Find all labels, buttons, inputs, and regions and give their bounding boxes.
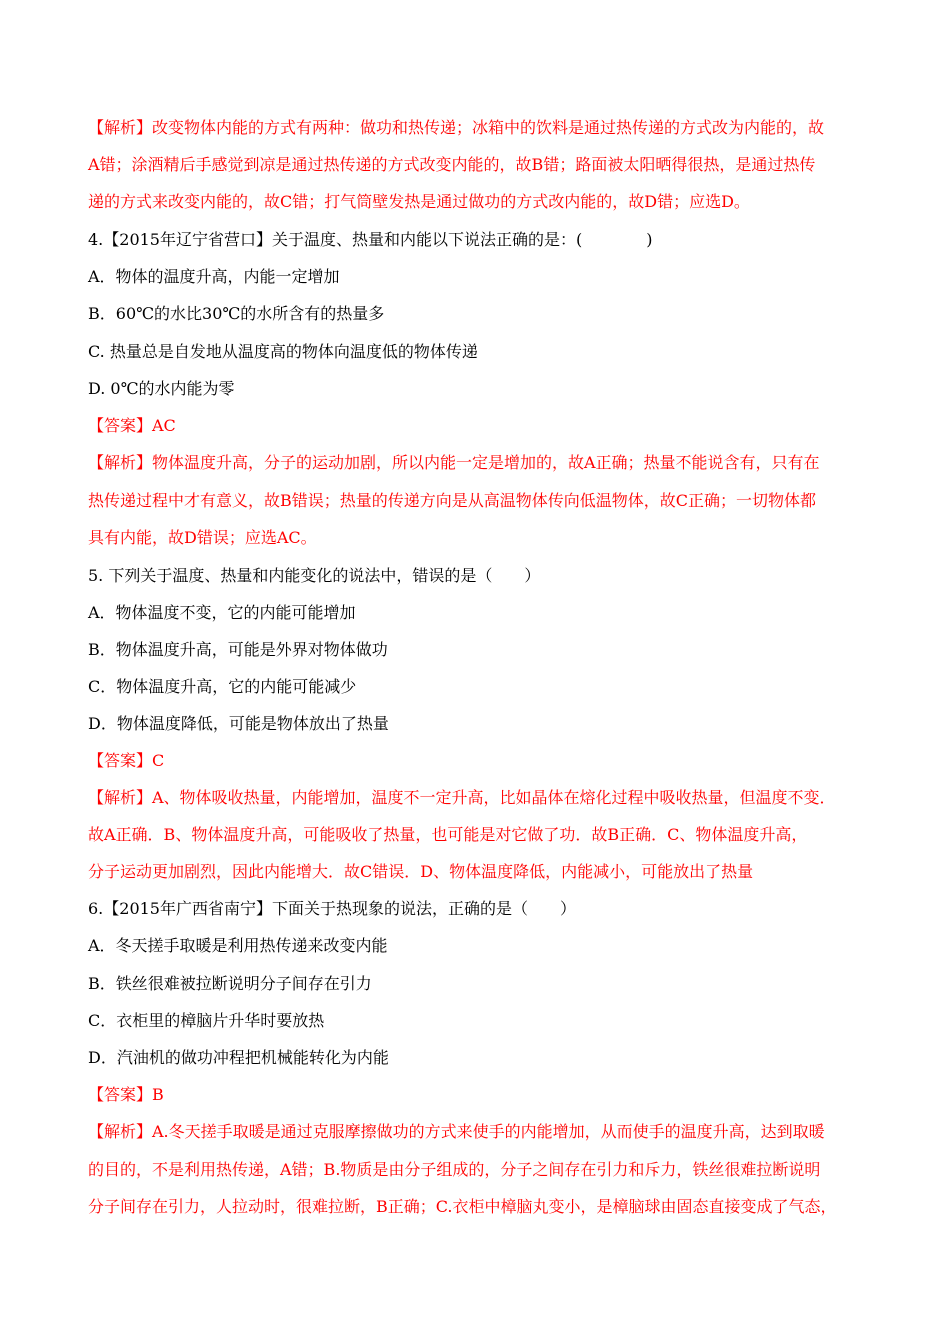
question-5-option-d: D．物体温度降低，可能是物体放出了热量	[88, 714, 389, 733]
analysis-q4-line-3: 具有内能，故D错误；应选AC。	[88, 528, 317, 547]
question-5-option-a: A．物体温度不变，它的内能可能增加	[88, 603, 356, 622]
question-4-option-c: C. 热量总是自发地从温度高的物体向温度低的物体传递	[88, 342, 478, 361]
answer-q4: 【答案】AC	[88, 416, 176, 435]
analysis-q3-line-2: A错；涂酒精后手感觉到凉是通过热传递的方式改变内能的，故B错；路面被太阳晒得很热，是通过热传	[88, 155, 816, 174]
analysis-q6-line-1: 【解析】A.冬天搓手取暖是通过克服摩擦做功的方式来使手的内能增加，从而使手的温度升高，达到取暖	[88, 1122, 825, 1141]
question-4-stem: 4.【2015年辽宁省营口】关于温度、热量和内能以下说法正确的是：( )	[88, 230, 653, 249]
question-6-option-d: D．汽油机的做功冲程把机械能转化为内能	[88, 1048, 389, 1067]
question-4-option-a: A．物体的温度升高，内能一定增加	[88, 267, 340, 286]
analysis-q4-line-1: 【解析】物体温度升高，分子的运动加剧，所以内能一定是增加的，故A正确；热量不能说含有，只有在	[88, 453, 820, 472]
question-6-option-c: C．衣柜里的樟脑片升华时要放热	[88, 1011, 325, 1030]
analysis-q6-line-2: 的目的，不是利用热传递，A错；B.物质是由分子组成的，分子之间存在引力和斥力，铁丝很难拉断说明	[88, 1160, 821, 1179]
question-4-option-b: B．60℃的水比30℃的水所含有的热量多	[88, 304, 385, 323]
analysis-q6-line-3: 分子间存在引力，人拉动时，很难拉断，B正确；C.衣柜中樟脑丸变小，是樟脑球由固态直接变成了气态，	[88, 1197, 837, 1216]
analysis-q5-line-1: 【解析】A、物体吸收热量，内能增加，温度不一定升高，比如晶体在熔化过程中吸收热量，但温度不变．	[88, 788, 836, 807]
question-5-option-b: B．物体温度升高，可能是外界对物体做功	[88, 640, 388, 659]
question-6-option-a: A．冬天搓手取暖是利用热传递来改变内能	[88, 936, 388, 955]
question-5-option-c: C．物体温度升高，它的内能可能减少	[88, 677, 357, 696]
analysis-q3-line-3: 递的方式来改变内能的，故C错；打气筒壁发热是通过做功的方式改内能的，故D错；应选D。	[88, 192, 750, 211]
analysis-q3-line-1: 【解析】改变物体内能的方式有两种：做功和热传递；冰箱中的饮料是通过热传递的方式改为内能的，故	[88, 118, 825, 137]
analysis-q5-line-2: 故A正确．B、物体温度升高，可能吸收了热量，也可能是对它做了功．故B正确．C、物体温度升高，	[88, 825, 808, 844]
question-6-stem: 6.【2015年广西省南宁】下面关于热现象的说法，正确的是（ ）	[88, 899, 576, 918]
question-6-option-b: B．铁丝很难被拉断说明分子间存在引力	[88, 974, 372, 993]
question-4-option-d: D. 0℃的水内能为零	[88, 379, 235, 398]
analysis-q4-line-2: 热传递过程中才有意义，故B错误；热量的传递方向是从高温物体传向低温物体，故C正确；一切物体都	[88, 491, 817, 510]
answer-q5: 【答案】C	[88, 751, 165, 770]
answer-q6: 【答案】B	[88, 1085, 164, 1104]
question-5-stem: 5. 下列关于温度、热量和内能变化的说法中，错误的是（ ）	[88, 566, 541, 585]
analysis-q5-line-3: 分子运动更加剧烈，因此内能增大．故C错误．D、物体温度降低，内能减小，可能放出了热量	[88, 862, 754, 881]
